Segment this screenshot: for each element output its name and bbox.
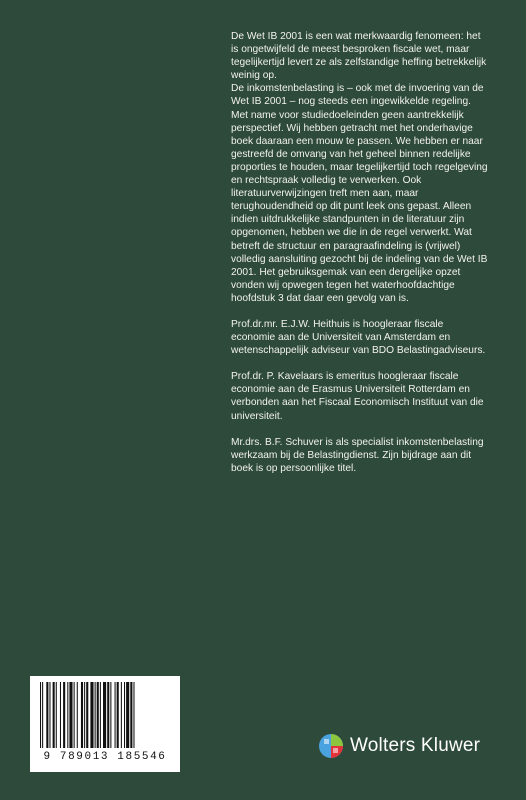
author-bio-heithuis: Prof.dr.mr. E.J.W. Heithuis is hoogleraar fiscale economie aan de Universiteit van Amsterdam en wetenschappelijk adviseur van BDO Belastingadviseurs. xyxy=(231,318,486,357)
barcode-stripe xyxy=(133,682,134,748)
barcode-stripe xyxy=(126,682,129,748)
barcode-stripe xyxy=(124,682,125,748)
back-cover-text xyxy=(231,30,489,475)
wolters-kluwer-logo-icon xyxy=(318,733,344,759)
barcode-stripe xyxy=(117,682,119,748)
barcode-stripe xyxy=(77,682,78,748)
barcode-stripe xyxy=(115,682,116,748)
barcode-stripe xyxy=(100,682,101,748)
intro-paragraph-2: De inkomstenbelasting is – ook met de invoering van de Wet IB 2001 – nog steeds een ingewikkelde regeling. Met name voor studiedoeleinden geen aantrekkelijk perspectief. Wij hebben getracht met het onderhavige boek daaraan een mouw te passen. We hebben er naar gestreefd de omvang van het geheel binnen redelijke proporties te houden, maar tegelijkertijd toch regelgeving en rechtspraak volledig te verwerken. Ook literatuurverwijzingen treft men aan, maar terughoudendheid op dit punt leek ons gepast. Alleen indien uitdrukkelijke standpunten in de literatuur zijn opgenomen, hebben we die in de regel verwerkt. Wat betreft de structuur en paragraafindeling is (vrijwel) volledig aansluiting gezocht bij de indeling van de Wet IB 2001. Het gebruiksgemak van een dergelijke opzet vonden wij opwegen tegen het waterhoofdachtige hoofdstuk 3 dat daar een gevolg van is. xyxy=(231,83,488,304)
barcode-stripe xyxy=(42,682,43,748)
barcode-stripe xyxy=(95,682,96,748)
barcode-stripe xyxy=(86,682,88,748)
barcode xyxy=(30,676,180,772)
intro-paragraph-1: De Wet IB 2001 is een wat merkwaardig fenomeen: het is ongetwijfeld de meest besproken fiscale wet, maar tegelijkertijd levert ze als zelfstandige heffing betrekkelijk weinig op. xyxy=(231,31,487,82)
barcode-stripe xyxy=(69,682,72,748)
barcode-stripe xyxy=(49,682,50,748)
barcode-stripe xyxy=(56,682,57,748)
barcode-stripe xyxy=(63,682,65,748)
barcode-stripe xyxy=(121,682,122,748)
barcode-stripe xyxy=(46,682,48,748)
barcode-stripe xyxy=(81,682,83,748)
barcode-stripe xyxy=(97,682,99,748)
author-bio-kavelaars: Prof.dr. P. Kavelaars is emeritus hoogleraar fiscale economie aan de Erasmus Universiteit Rotterdam en verbonden aan het Fiscaal Economisch Instituut van die universiteit. xyxy=(231,371,484,422)
barcode-stripe xyxy=(103,682,106,748)
barcode-stripe xyxy=(53,682,55,748)
barcode-stripe xyxy=(90,682,93,748)
barcode-bars xyxy=(38,682,172,748)
barcode-stripe xyxy=(84,682,85,748)
barcode-stripe xyxy=(110,682,111,748)
barcode-stripe xyxy=(107,682,109,748)
barcode-stripe xyxy=(40,682,41,748)
publisher-brand xyxy=(318,732,480,760)
publisher-name: Wolters Kluwer xyxy=(350,735,481,756)
barcode-stripe xyxy=(74,682,75,748)
author-bio-schuver: Mr.drs. B.F. Schuver is als specialist inkomstenbelasting werkzaam bij de Belastingdienst. Zijn bijdrage aan dit boek is op persoonlijke titel. xyxy=(231,436,484,474)
barcode-stripe xyxy=(67,682,68,748)
isbn-number: 9 789013 185546 xyxy=(43,751,167,763)
barcode-stripe xyxy=(130,682,132,748)
barcode-stripe xyxy=(60,682,61,748)
